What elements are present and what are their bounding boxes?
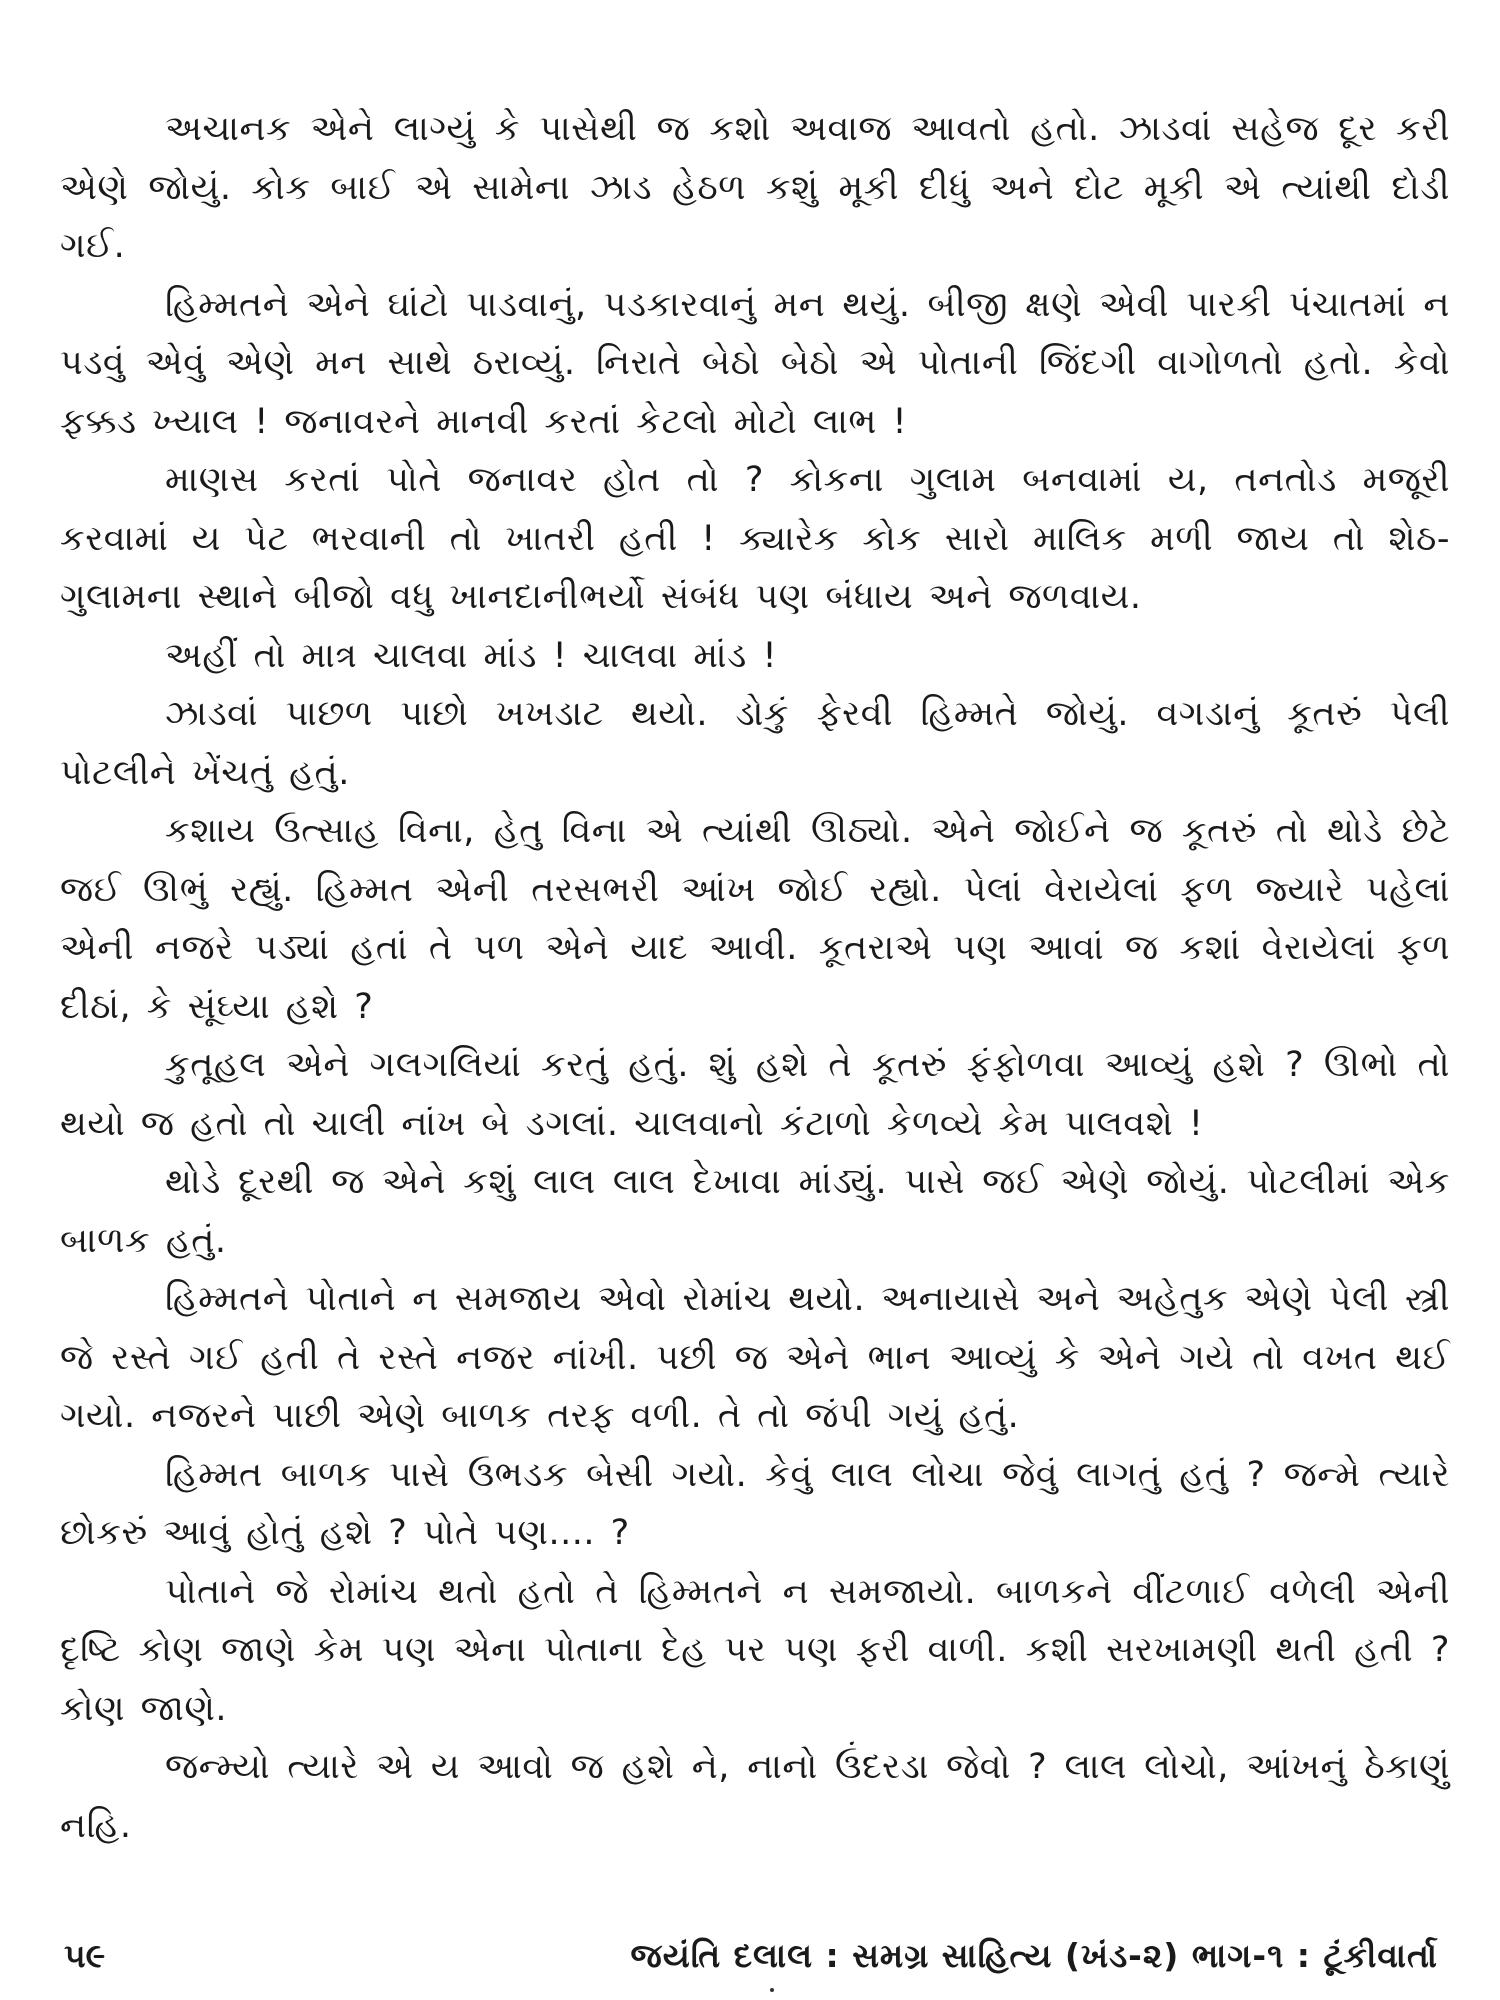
paragraph: હિમ્મતને પોતાને ન સમજાય એવો રોમાંચ થયો. અનાયાસે અને અહેતુક એણે પેલી સ્ત્રી જે રસ્તે ગઈ હતી તે રસ્તે નજર નાંખી. પછી જ એને ભાન આવ્યું કે એને ગયે તો વખત થઈ ગયો. નજરને પાછી એણે બાળક તરફ વળી. તે તો જંપી ગયું હતું. [60,1279,1450,1436]
scan-speck [770,1988,774,1992]
page-footer [60,1936,1450,1976]
paragraph: અહીં તો માત્ર ચાલવા માંડ ! ચાલવા માંડ ! [165,635,777,676]
running-footer-title: જયંતિ દલાલ : સમગ્ર સાહિત્ય (ખંડ-૨) ભાગ-૧ : ટૂંકીવાર્તા [630,1936,1438,1975]
book-page [60,100,1450,1975]
paragraph: કશાય ઉત્સાહ વિના, હેતુ વિના એ ત્યાંથી ઊઠ્યો. એને જોઈને જ કૂતરું તો થોડે છેટે જઈ ઊભું રહ્યું. હિમ્મત એની તરસભરી આંખ જોઈ રહ્યો. પેલાં વેરાયેલાં ફળ જ્યારે પહેલાં એની નજરે પડ્યાં હતાં તે પળ એને યાદ આવી. કૂતરાએ પણ આવાં જ કશાં વેરાયેલાં ફળ દીઠાં, કે સૂંઘ્યા હશે ? [60,811,1450,1027]
paragraph: જન્મ્યો ત્યારે એ ય આવો જ હશે ને, નાનો ઉંદરડા જેવો ? લાલ લોચો, આંખનું ઠેકાણું નહિ. [60,1747,1450,1846]
page-number: ૫૯ [64,1936,106,1975]
paragraph: કુતૂહલ એને ગલગલિયાં કરતું હતું. શું હશે તે કૂતરું ફંફોળવા આવ્યું હશે ? ઊભો તો થયો જ હતો તો ચાલી નાંખ બે ડગલાં. ચાલવાનો કંટાળો કેળવ્યે કેમ પાલવશે ! [60,1045,1450,1144]
paragraph: ઝાડવાં પાછળ પાછો ખખડાટ થયો. ડોકું ફેરવી હિમ્મતે જોયું. વગડાનું કૂતરું પેલી પોટલીને ખેંચતું હતું. [60,694,1450,793]
paragraph: પોતાને જે રોમાંચ થતો હતો તે હિમ્મતને ન સમજાયો. બાળકને વીંટળાઈ વળેલી એની દૃષ્ટિ કોણ જાણે કેમ પણ એના પોતાના દેહ પર પણ ફરી વાળી. કશી સરખામણી થતી હતી ? કોણ જાણે. [60,1571,1450,1729]
paragraph: હિમ્મત બાળક પાસે ઉભડક બેસી ગયો. કેવું લાલ લોચા જેવું લાગતું હતું ? જન્મે ત્યારે છોકરું આવું હોતું હશે ? પોતે પણ.... ? [60,1454,1450,1553]
paragraph: થોડે દૂરથી જ એને કશું લાલ લાલ દેખાવા માંડ્યું. પાસે જઈ એણે જોયું. પોટલીમાં એક બાળક હતું. [60,1162,1450,1261]
story-text [60,100,1450,1855]
paragraph: હિમ્મતને એને ઘાંટો પાડવાનું, પડકારવાનું મન થયું. બીજી ક્ષણે એવી પારકી પંચાતમાં ન પડવું એવું એણે મન સાથે ઠરાવ્યું. નિરાતે બેઠો બેઠો એ પોતાની જિંદગી વાગોળતો હતો. કેવો ફક્કડ ખ્યાલ ! જનાવરને માનવી કરતાં કેટલો મોટો લાભ ! [60,284,1450,442]
paragraph: માણસ કરતાં પોતે જનાવર હોત તો ? કોકના ગુલામ બનવામાં ય, તનતોડ મજૂરી કરવામાં ય પેટ ભરવાની તો ખાતરી હતી ! ક્યારેક કોક સારો માલિક મળી જાય તો શેઠ-ગુલામના સ્થાને બીજો વધુ ખાનદાનીભર્યો સંબંધ પણ બંધાય અને જળવાય. [60,460,1450,617]
paragraph: અચાનક એને લાગ્યું કે પાસેથી જ કશો અવાજ આવતો હતો. ઝાડવાં સહેજ દૂર કરી એણે જોયું. કોક બાઈ એ સામેના ઝાડ હેઠળ કશું મૂકી દીધું અને દોટ મૂકી એ ત્યાંથી દોડી ગઈ. [60,109,1450,266]
